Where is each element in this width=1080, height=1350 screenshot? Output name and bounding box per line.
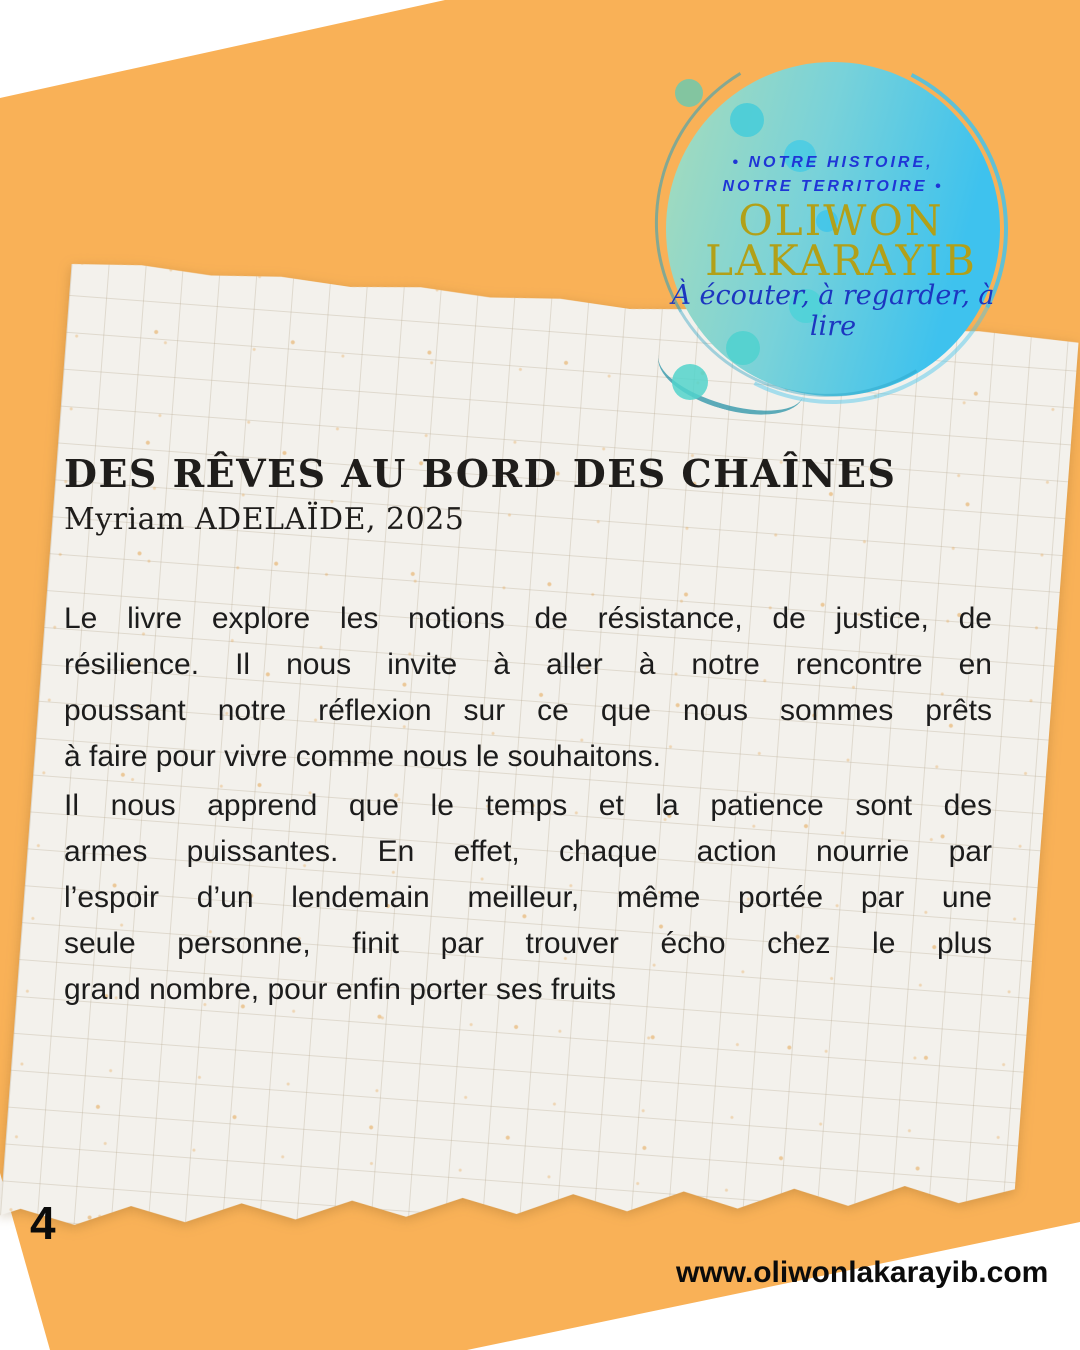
description-line: Le livre explore les notions de résistance, de justice, de — [64, 602, 992, 635]
logo — [666, 62, 1000, 412]
website-url: www.oliwonlakarayib.com — [676, 1256, 1049, 1289]
title-block — [64, 452, 1004, 537]
book-description — [64, 596, 992, 1013]
description-line: résilience. Il nous invite à aller à notre rencontre en — [64, 648, 992, 681]
logo-subtitle: À écouter, à regarder, à lire — [671, 280, 995, 342]
description-line: l’espoir d’un lendemain meilleur, même portée par une — [64, 881, 992, 914]
description-line: armes puissantes. En effet, chaque action nourrie par — [64, 835, 992, 868]
book-author: Myriam ADELAÏDE, 2025 — [64, 501, 465, 537]
logo-tagline-line1: • NOTRE HISTOIRE, — [732, 154, 934, 171]
description-line: seule personne, finit par trouver écho chez le plus — [64, 927, 992, 960]
teal-dot-icon — [730, 103, 764, 137]
description-line: grand nombre, pour enfin porter ses fruits — [64, 973, 616, 1006]
description-line: à faire pour vivre comme nous le souhaitons. — [64, 740, 661, 773]
logo-brand-line1: OLIWON — [738, 196, 944, 245]
page-number: 4 — [30, 1197, 56, 1249]
teal-dot-icon — [672, 364, 708, 400]
paragraph-1 — [64, 596, 992, 780]
book-title: DES RÊVES AU BORD DES CHAÎNES — [64, 451, 897, 496]
paragraph-2 — [64, 783, 992, 1013]
logo-brand-line2: LAKARAYIB — [705, 236, 977, 285]
description-line: Il nous apprend que le temps et la patience sont des — [64, 789, 992, 822]
description-line: poussant notre réflexion sur ce que nous sommes prêts — [64, 694, 992, 727]
logo-tagline-line2: NOTRE TERRITOIRE • — [722, 178, 944, 195]
teal-dot-icon — [675, 79, 703, 107]
